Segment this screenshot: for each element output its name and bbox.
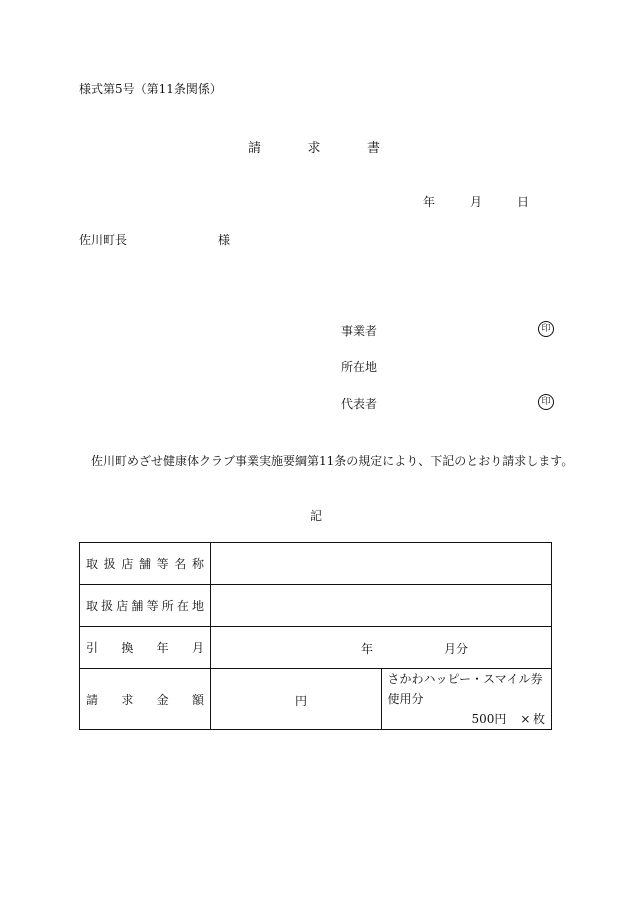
label-char: 在	[176, 599, 189, 613]
label-char: 舗	[138, 557, 151, 571]
claim-amount-field[interactable]	[211, 669, 382, 730]
claim-table	[79, 542, 552, 730]
label-char: 店	[121, 557, 134, 571]
exchange-month-unit: 月分	[444, 642, 469, 656]
table-row	[80, 669, 552, 730]
sheets-unit: 枚	[532, 712, 545, 726]
store-name-field[interactable]	[211, 543, 552, 585]
ki-label: 記	[310, 509, 323, 523]
exchange-year-unit: 年	[361, 642, 374, 656]
label-char: 取	[86, 557, 99, 571]
store-address-label	[80, 585, 211, 627]
label-char: 扱	[101, 599, 114, 613]
label-char: 舗	[131, 599, 144, 613]
seal-mark: 印	[538, 394, 554, 410]
date-month: 月	[470, 195, 483, 209]
addressee-name: 佐川町長	[79, 233, 128, 247]
label-char: 扱	[103, 557, 116, 571]
store-name-label	[80, 543, 211, 585]
form-number: 様式第5号（第11条関係）	[79, 82, 222, 96]
label-char: 取	[86, 599, 99, 613]
label-char: 月	[191, 641, 204, 655]
document-title	[248, 137, 380, 156]
label-char: 所	[161, 599, 174, 613]
ticket-text: さかわハッピー・スマイル券使用分	[387, 672, 543, 706]
label-char: 名	[174, 557, 187, 571]
label-char: 店	[116, 599, 129, 613]
label-char: 換	[121, 641, 134, 655]
body-text: 佐川町めざせ健康体クラブ事業実施要綱第11条の規定により、下記のとおり請求します。	[91, 454, 574, 468]
ticket-count-field[interactable]	[381, 669, 552, 730]
label-char: 請	[86, 692, 99, 707]
table-row	[80, 585, 552, 627]
title-char: 求	[307, 141, 321, 156]
ticket-price: 500円	[471, 712, 507, 726]
label-char: 年	[156, 641, 169, 655]
amount-unit: 円	[295, 693, 308, 708]
store-address-field[interactable]	[211, 585, 552, 627]
table-row	[80, 627, 552, 669]
label-char: 求	[121, 692, 134, 707]
title-char: 書	[366, 141, 380, 156]
times-sign: ×	[520, 712, 531, 726]
address-label: 所在地	[341, 360, 378, 374]
claim-amount-label	[80, 669, 211, 730]
seal-mark: 印	[538, 321, 554, 337]
label-char: 額	[191, 692, 204, 707]
label-char: 金	[156, 692, 169, 707]
label-char: 等	[156, 557, 169, 571]
label-char: 引	[86, 641, 99, 655]
addressee-honorific: 様	[218, 233, 231, 247]
exchange-month-label	[80, 627, 211, 669]
label-char: 地	[191, 599, 204, 613]
business-label: 事業者	[341, 324, 378, 338]
date-year: 年	[423, 195, 436, 209]
table-row	[80, 543, 552, 585]
exchange-month-field[interactable]	[211, 627, 552, 669]
label-char: 等	[146, 599, 159, 613]
date-day: 日	[517, 195, 530, 209]
representative-label: 代表者	[341, 397, 378, 411]
label-char: 称	[191, 557, 204, 571]
title-char: 請	[248, 141, 262, 156]
